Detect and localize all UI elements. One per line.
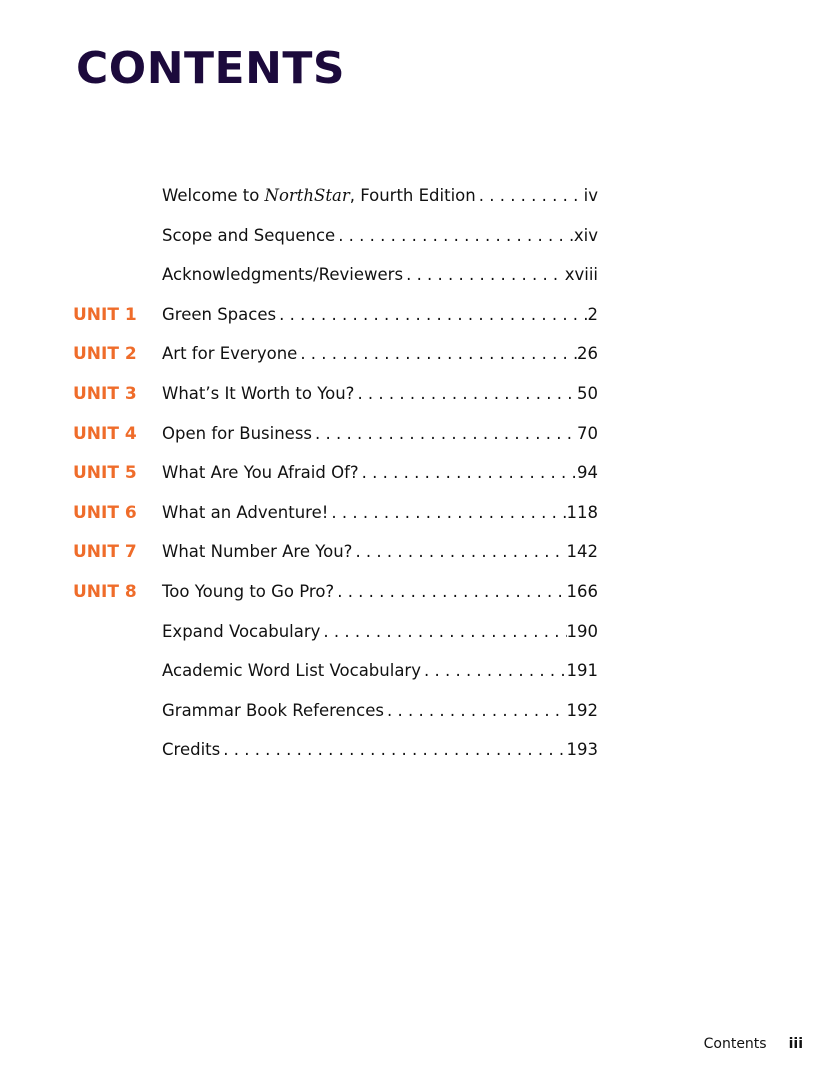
toc-entry-unit-3[interactable] <box>0 374 833 414</box>
entry-page-number: xiv <box>573 225 598 245</box>
toc-entry-unit-2[interactable] <box>0 334 833 374</box>
dot-leader <box>220 730 566 770</box>
entry-page-number: 190 <box>566 621 598 641</box>
toc-entry-unit-7[interactable] <box>0 532 833 572</box>
entry-page-number: iv <box>583 186 598 205</box>
entry-title: What Are You Afraid Of? <box>162 463 359 483</box>
entry-page-number: 94 <box>577 463 598 483</box>
dot-leader <box>320 612 566 652</box>
dot-leader <box>276 295 587 335</box>
entry-title: What an Adventure! <box>162 502 329 522</box>
toc-entry-welcome[interactable] <box>0 176 833 216</box>
entry-page-number: 142 <box>566 542 598 562</box>
dot-leader <box>328 493 566 533</box>
unit-label: UNIT 4 <box>73 423 137 444</box>
entry-title: Scope and Sequence <box>162 225 336 245</box>
dot-leader <box>335 216 574 256</box>
dot-leader <box>403 255 565 295</box>
entry-page-number: 166 <box>566 581 598 601</box>
entry-page-number: 70 <box>577 423 598 443</box>
dot-leader <box>359 453 577 493</box>
entry-title: Too Young to Go Pro? <box>162 581 335 601</box>
dot-leader <box>352 532 566 572</box>
entry-page-number: 2 <box>587 304 598 324</box>
toc-entry-grammar-book-references[interactable] <box>0 691 833 731</box>
entry-page-number: xviii <box>564 265 598 285</box>
toc-entry-unit-4[interactable] <box>0 414 833 454</box>
unit-label: UNIT 2 <box>73 344 137 365</box>
toc-entry-unit-8[interactable] <box>0 572 833 612</box>
entry-page-number: 193 <box>566 740 598 760</box>
page-title: CONTENTS <box>76 43 346 94</box>
entry-title: Acknowledgments/Reviewers <box>162 265 404 285</box>
toc-entry-acknowledgments[interactable] <box>0 255 833 295</box>
dot-leader <box>421 651 567 691</box>
unit-label: UNIT 7 <box>73 542 137 563</box>
entry-title: Welcome to NorthStar, Fourth Edition <box>162 186 476 205</box>
toc-entry-unit-6[interactable] <box>0 493 833 533</box>
entry-title: Credits <box>162 740 221 760</box>
entry-title: What’s It Worth to You? <box>162 383 355 403</box>
entry-title: Green Spaces <box>162 304 277 324</box>
unit-label: UNIT 5 <box>73 463 137 484</box>
dot-leader <box>354 374 577 414</box>
entry-title: Expand Vocabulary <box>162 621 321 641</box>
toc-entry-academic-word-list[interactable] <box>0 651 833 691</box>
entry-title: What Number Are You? <box>162 542 353 562</box>
dot-leader <box>334 572 566 612</box>
toc-entry-unit-5[interactable] <box>0 453 833 493</box>
entry-title: Academic Word List Vocabulary <box>162 661 421 681</box>
toc-entry-unit-1[interactable] <box>0 295 833 335</box>
table-of-contents <box>0 176 833 770</box>
page-footer <box>704 1036 803 1052</box>
entry-title: Grammar Book References <box>162 700 384 720</box>
entry-page-number: 50 <box>577 383 598 403</box>
footer-section-label: Contents <box>703 1036 767 1052</box>
entry-page-number: 192 <box>566 700 598 720</box>
toc-entry-scope-and-sequence[interactable] <box>0 216 833 256</box>
entry-page-number: 118 <box>566 502 598 522</box>
entry-page-number: 26 <box>577 344 598 364</box>
dot-leader <box>384 691 567 731</box>
dot-leader <box>476 176 584 216</box>
entry-title: Open for Business <box>162 423 313 443</box>
unit-label: UNIT 3 <box>73 383 137 404</box>
entry-title: Art for Everyone <box>162 344 298 364</box>
unit-label: UNIT 1 <box>73 304 137 325</box>
unit-label: UNIT 8 <box>73 581 137 602</box>
footer-page-number: iii <box>788 1036 803 1052</box>
dot-leader <box>297 334 577 374</box>
entry-page-number: 191 <box>566 661 598 681</box>
unit-label: UNIT 6 <box>73 502 137 523</box>
dot-leader <box>312 414 577 454</box>
toc-entry-credits[interactable] <box>0 730 833 770</box>
toc-entry-expand-vocabulary[interactable] <box>0 612 833 652</box>
